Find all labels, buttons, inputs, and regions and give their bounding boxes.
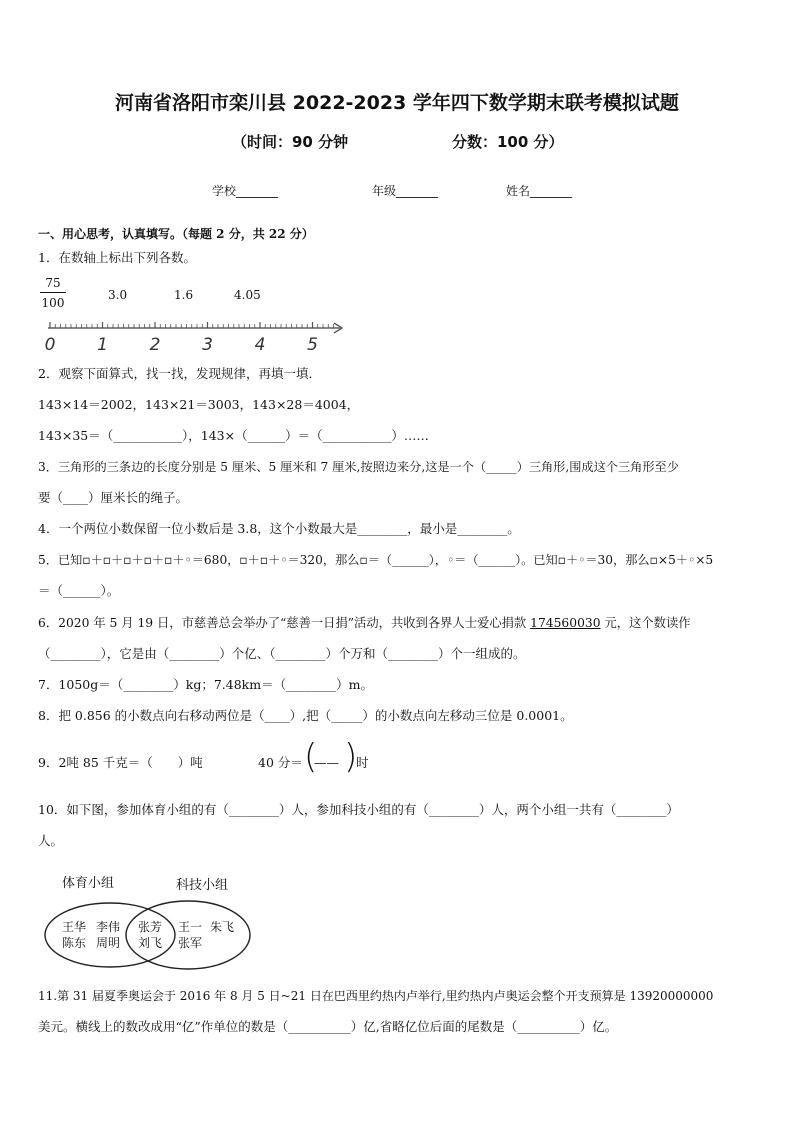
question-4[interactable]: 4．一个两位小数保留一位小数后是 3.8，这个小数最大是________，最小是________。 — [38, 521, 520, 536]
question-10-line-2: 人。 — [38, 833, 64, 848]
question-11-line-2[interactable]: 美元。横线上的数改成用“亿”作单位的数是（__________）亿,省略亿位后面的尾数是（__________）亿。 — [38, 1019, 618, 1034]
question-5[interactable]: 5．已知▫＋▫＋▫＋▫＋▫＋◦＝680，▫＋▫＋◦＝320，那么▫＝（______），◦＝（______）。已知▫＋◦＝30，那么▫×5＋◦×5 — [38, 553, 714, 567]
question-6-prefix: 6．2020 年 5 月 19 日，市慈善总会举办了“慈善一日捐”活动，共收到各界人士爱心捐款 — [38, 616, 531, 630]
left-paren: ( — [304, 737, 318, 777]
fraction — [40, 276, 66, 310]
number-4-05: 4.05 — [234, 288, 261, 302]
question-3-line-2[interactable]: 要（____）厘米长的绳子。 — [38, 490, 189, 505]
school-field[interactable]: 学校_______ — [212, 184, 279, 198]
question-3[interactable]: 3．三角形的三条边的长度分别是 5 厘米、5 厘米和 7 厘米,按照边来分,这是一个（_____）三角形,围成这个三角形至少 — [38, 460, 679, 474]
page-title: 河南省洛阳市栾川县 2022-2023 学年四下数学期末联考模拟试题 — [115, 92, 679, 114]
axis-label: 3 — [202, 335, 213, 355]
section-heading: 一、用心思考，认真填写。（每题 2 分，共 22 分） — [38, 227, 314, 241]
venn-name: 王一 — [178, 920, 203, 934]
venn-right-title: 科技小组 — [176, 878, 229, 893]
donation-amount: 174560030 — [530, 616, 601, 630]
right-paren: ) — [344, 737, 358, 777]
question-2-line-2: 143×14＝2002，143×21＝3003，143×28＝4004， — [38, 397, 360, 412]
axis-label: 4 — [254, 335, 266, 355]
fraction-denominator: 100 — [41, 296, 65, 310]
axis-label: 1 — [97, 335, 108, 355]
venn-name: 张军 — [178, 936, 203, 950]
question-6[interactable] — [38, 615, 691, 631]
number-3: 3.0 — [108, 288, 128, 302]
question-10[interactable]: 10．如下图，参加体育小组的有（________）人，参加科技小组的有（________）人，两个小组一共有（________） — [38, 802, 679, 817]
number-line-labels — [45, 335, 318, 355]
question-11[interactable]: 11.第 31 届夏季奥运会于 2016 年 8 月 5 日~21 日在巴西里约热内卢举行,里约热内卢奥运会整个开支预算是 13920000000 — [38, 989, 714, 1003]
name-field[interactable]: 姓名_______ — [506, 184, 573, 198]
venn-name: 陈东 — [62, 936, 87, 950]
question-6-line-2[interactable]: （________），它是由（________）个亿、（________）个万和（________）个一组成的。 — [38, 646, 526, 661]
fraction-dash: —— — [314, 755, 339, 770]
axis-label: 0 — [44, 335, 56, 355]
exam-time: （时间：90 分钟 — [232, 133, 349, 151]
question-5-line-2[interactable]: ＝（______）。 — [38, 583, 120, 598]
question-2: 2．观察下面算式，找一找，发现规律，再填一填． — [38, 366, 321, 381]
venn-name: 王华 — [62, 920, 87, 934]
question-2-line-3[interactable]: 143×35＝（___________），143×（______）＝（___________）…… — [38, 428, 429, 443]
fraction-numerator: 75 — [40, 276, 66, 293]
question-8[interactable]: 8．把 0.856 的小数点向右移动两位是（____）,把（_____）的小数点向左移动三位是 0.0001。 — [38, 708, 573, 723]
axis-label: 2 — [149, 335, 161, 355]
question-7[interactable]: 7．1050g＝（________）kg；7.48km＝（________）m。 — [38, 677, 373, 692]
question-1: 1．在数轴上标出下列各数。 — [38, 250, 196, 265]
number-line — [40, 318, 360, 358]
venn-name: 李伟 — [96, 920, 121, 934]
axis-label: 5 — [307, 335, 318, 355]
grade-field[interactable]: 年级_______ — [372, 184, 439, 198]
venn-name: 周明 — [96, 936, 121, 950]
number-1-6: 1.6 — [174, 288, 194, 302]
question-9-part-2: 40 分＝ — [258, 755, 303, 770]
question-6-suffix: 元，这个数读作 — [600, 616, 691, 630]
venn-name: 刘飞 — [138, 936, 163, 950]
question-9[interactable]: 9．2吨 85 千克＝（ ）吨 — [38, 755, 203, 770]
venn-name: 张芳 — [138, 920, 163, 934]
question-9-part-3: 时 — [356, 755, 369, 770]
venn-name: 朱飞 — [210, 920, 235, 934]
venn-left-title: 体育小组 — [62, 876, 115, 891]
exam-score: 分数：100 分） — [452, 133, 564, 151]
number-line-ticks — [50, 322, 334, 328]
